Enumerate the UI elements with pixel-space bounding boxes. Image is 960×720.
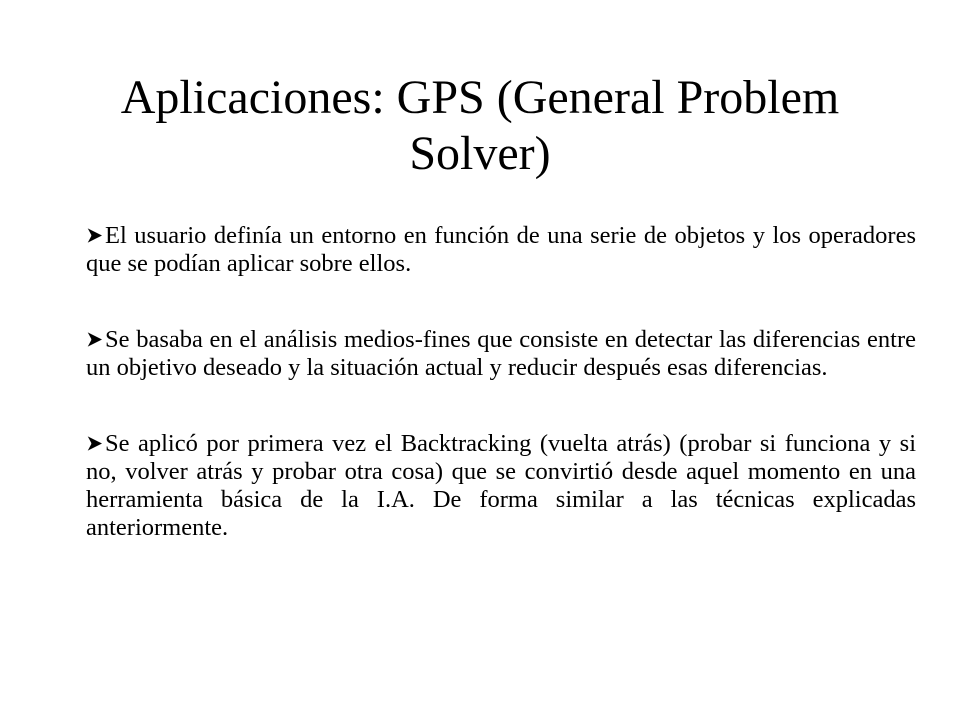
bullet-item: [86, 326, 916, 382]
bullet-text: El usuario definía un entorno en función de una serie de objetos y los operadores que se podían aplicar sobre ellos.: [86, 222, 916, 277]
arrowhead-bullet-icon: [86, 435, 103, 452]
bullet-item: [86, 222, 916, 278]
bullet-text: Se aplicó por primera vez el Backtracking (vuelta atrás) (probar si funciona y si no, volver atrás y probar otra cosa) que se convirtió desde aquel momento en una herramienta básica de la I.A. De forma similar a las técnicas explicadas anteriormente.: [86, 430, 916, 541]
bullet-list: [86, 222, 916, 590]
bullet-item: [86, 430, 916, 542]
bullet-text: Se basaba en el análisis medios-fines que consiste en detectar las diferencias entre un objetivo deseado y la situación actual y reducir después esas diferencias.: [86, 326, 916, 381]
arrowhead-bullet-icon: [86, 331, 103, 348]
arrowhead-bullet-icon: [86, 227, 103, 244]
slide-title: Aplicaciones: GPS (General Problem Solver): [120, 71, 840, 180]
